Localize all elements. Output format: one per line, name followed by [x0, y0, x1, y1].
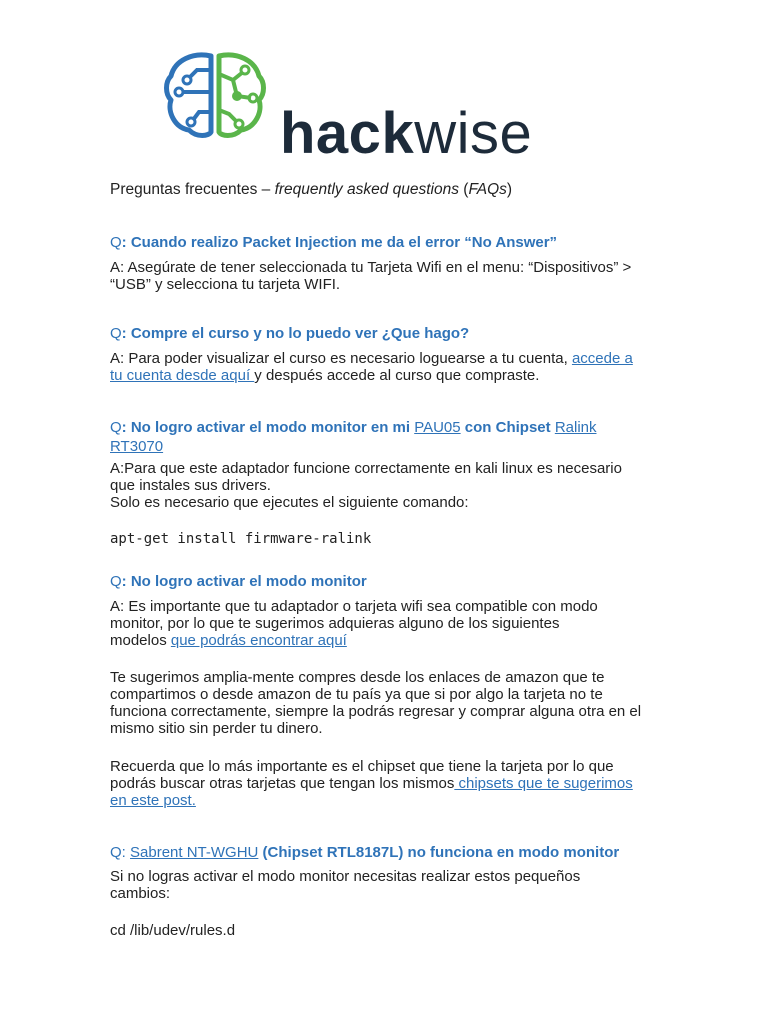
question-text: : Compre el curso y no lo puedo ver ¿Que hago?	[121, 325, 470, 342]
answer-line: Solo es necesario que ejecutes el siguiente comando:	[110, 494, 469, 511]
faq-answer-1	[110, 259, 670, 293]
rt3070-link[interactable]: RT3070	[110, 438, 164, 455]
faq-question-3	[110, 418, 670, 456]
q-separator: :	[121, 844, 131, 861]
question-text: (Chipset RTL8187L) no funciona en modo monitor	[258, 844, 620, 861]
faq-question-1	[110, 233, 670, 252]
faq-question-2	[110, 324, 670, 343]
answer-line: compartimos o desde amazon de tu país ya que si por algo la tarjeta no te	[110, 686, 603, 703]
faq-answer-4-paragraph-3	[110, 758, 670, 809]
answer-line: Si no logras activar el modo monitor necesitas realizar estos pequeños	[110, 868, 581, 885]
question-text: con Chipset	[460, 419, 555, 436]
question-text: : Cuando realizo Packet Injection me da el error “No Answer”	[121, 234, 558, 251]
q-label: Q	[110, 419, 122, 436]
answer-line: monitor, por lo que te sugerimos adquieras alguno de los siguientes	[110, 615, 560, 632]
heading-paren-open: (	[458, 181, 469, 198]
heading-paren-close: )	[506, 181, 513, 198]
answer-text: modelos	[110, 632, 171, 649]
faq-question-4	[110, 572, 670, 591]
question-text: : No logro activar el modo monitor	[121, 573, 367, 590]
pau05-link[interactable]: PAU05	[414, 419, 461, 436]
heading-prefix: Preguntas frecuentes –	[110, 181, 275, 198]
answer-line: funciona correctamente, siempre la podrás regresar y comprar alguna otra en el	[110, 703, 642, 720]
answer-line: mismo sitio sin perder tu dinero.	[110, 720, 323, 737]
ralink-link[interactable]: Ralink	[554, 419, 597, 436]
answer-text: A: Para poder visualizar el curso es necesario loguearse a tu cuenta,	[110, 350, 572, 367]
answer-line: Recuerda que lo más importante es el chipset que tiene la tarjeta por lo que	[110, 758, 614, 775]
heading-faq: FAQs	[468, 181, 507, 198]
answer-line: cambios:	[110, 885, 171, 902]
logo-word-hack: hack	[280, 101, 415, 166]
account-link[interactable]: accede a	[571, 350, 633, 367]
answer-line: “USB” y selecciona tu tarjeta WIFI.	[110, 276, 341, 293]
q-label: Q	[110, 573, 122, 590]
answer-text: y después accede al curso que compraste.	[254, 367, 540, 384]
faq-answer-5	[110, 868, 670, 902]
page-heading	[110, 181, 512, 199]
logo-wordmark	[280, 101, 533, 166]
answer-line: A: Asegúrate de tener seleccionada tu Tarjeta Wifi en el menu: “Dispositivos” >	[110, 259, 632, 276]
answer-line: que instales sus drivers.	[110, 477, 271, 494]
faq-answer-4	[110, 598, 670, 649]
chipsets-link-continued[interactable]: en este post.	[110, 792, 196, 809]
q-label: Q	[110, 325, 122, 342]
answer-line: A:Para que este adaptador funcione correctamente en kali linux es necesario	[110, 460, 622, 477]
q-label: Q	[110, 234, 122, 251]
faq-answer-3	[110, 460, 670, 511]
answer-text: podrás buscar otras tarjetas que tengan los mismos	[110, 775, 455, 792]
question-text: : No logro activar el modo monitor en mi	[121, 419, 415, 436]
answer-line: A: Es importante que tu adaptador o tarjeta wifi sea compatible con modo	[110, 598, 598, 615]
faq-answer-2	[110, 350, 670, 384]
logo-word-wise: wise	[414, 101, 533, 166]
hackwise-logo	[163, 50, 583, 166]
answer-line: Te sugerimos amplia-mente compres desde los enlaces de amazon que te	[110, 669, 605, 686]
q-label: Q	[110, 844, 122, 861]
faq-answer-4-paragraph-2	[110, 669, 670, 737]
sabrent-link[interactable]: Sabrent NT-WGHU	[130, 844, 259, 861]
models-link[interactable]: que podrás encontrar aquí	[170, 632, 347, 649]
brain-icon	[163, 50, 268, 140]
heading-italic: frequently asked questions	[274, 181, 459, 198]
command-udev: cd /lib/udev/rules.d	[110, 922, 236, 939]
command-ralink: apt-get install firmware-ralink	[110, 531, 372, 547]
account-link-continued[interactable]: tu cuenta desde aquí	[110, 367, 255, 384]
faq-question-5	[110, 843, 670, 862]
chipsets-link[interactable]: chipsets que te sugerimos	[454, 775, 633, 792]
